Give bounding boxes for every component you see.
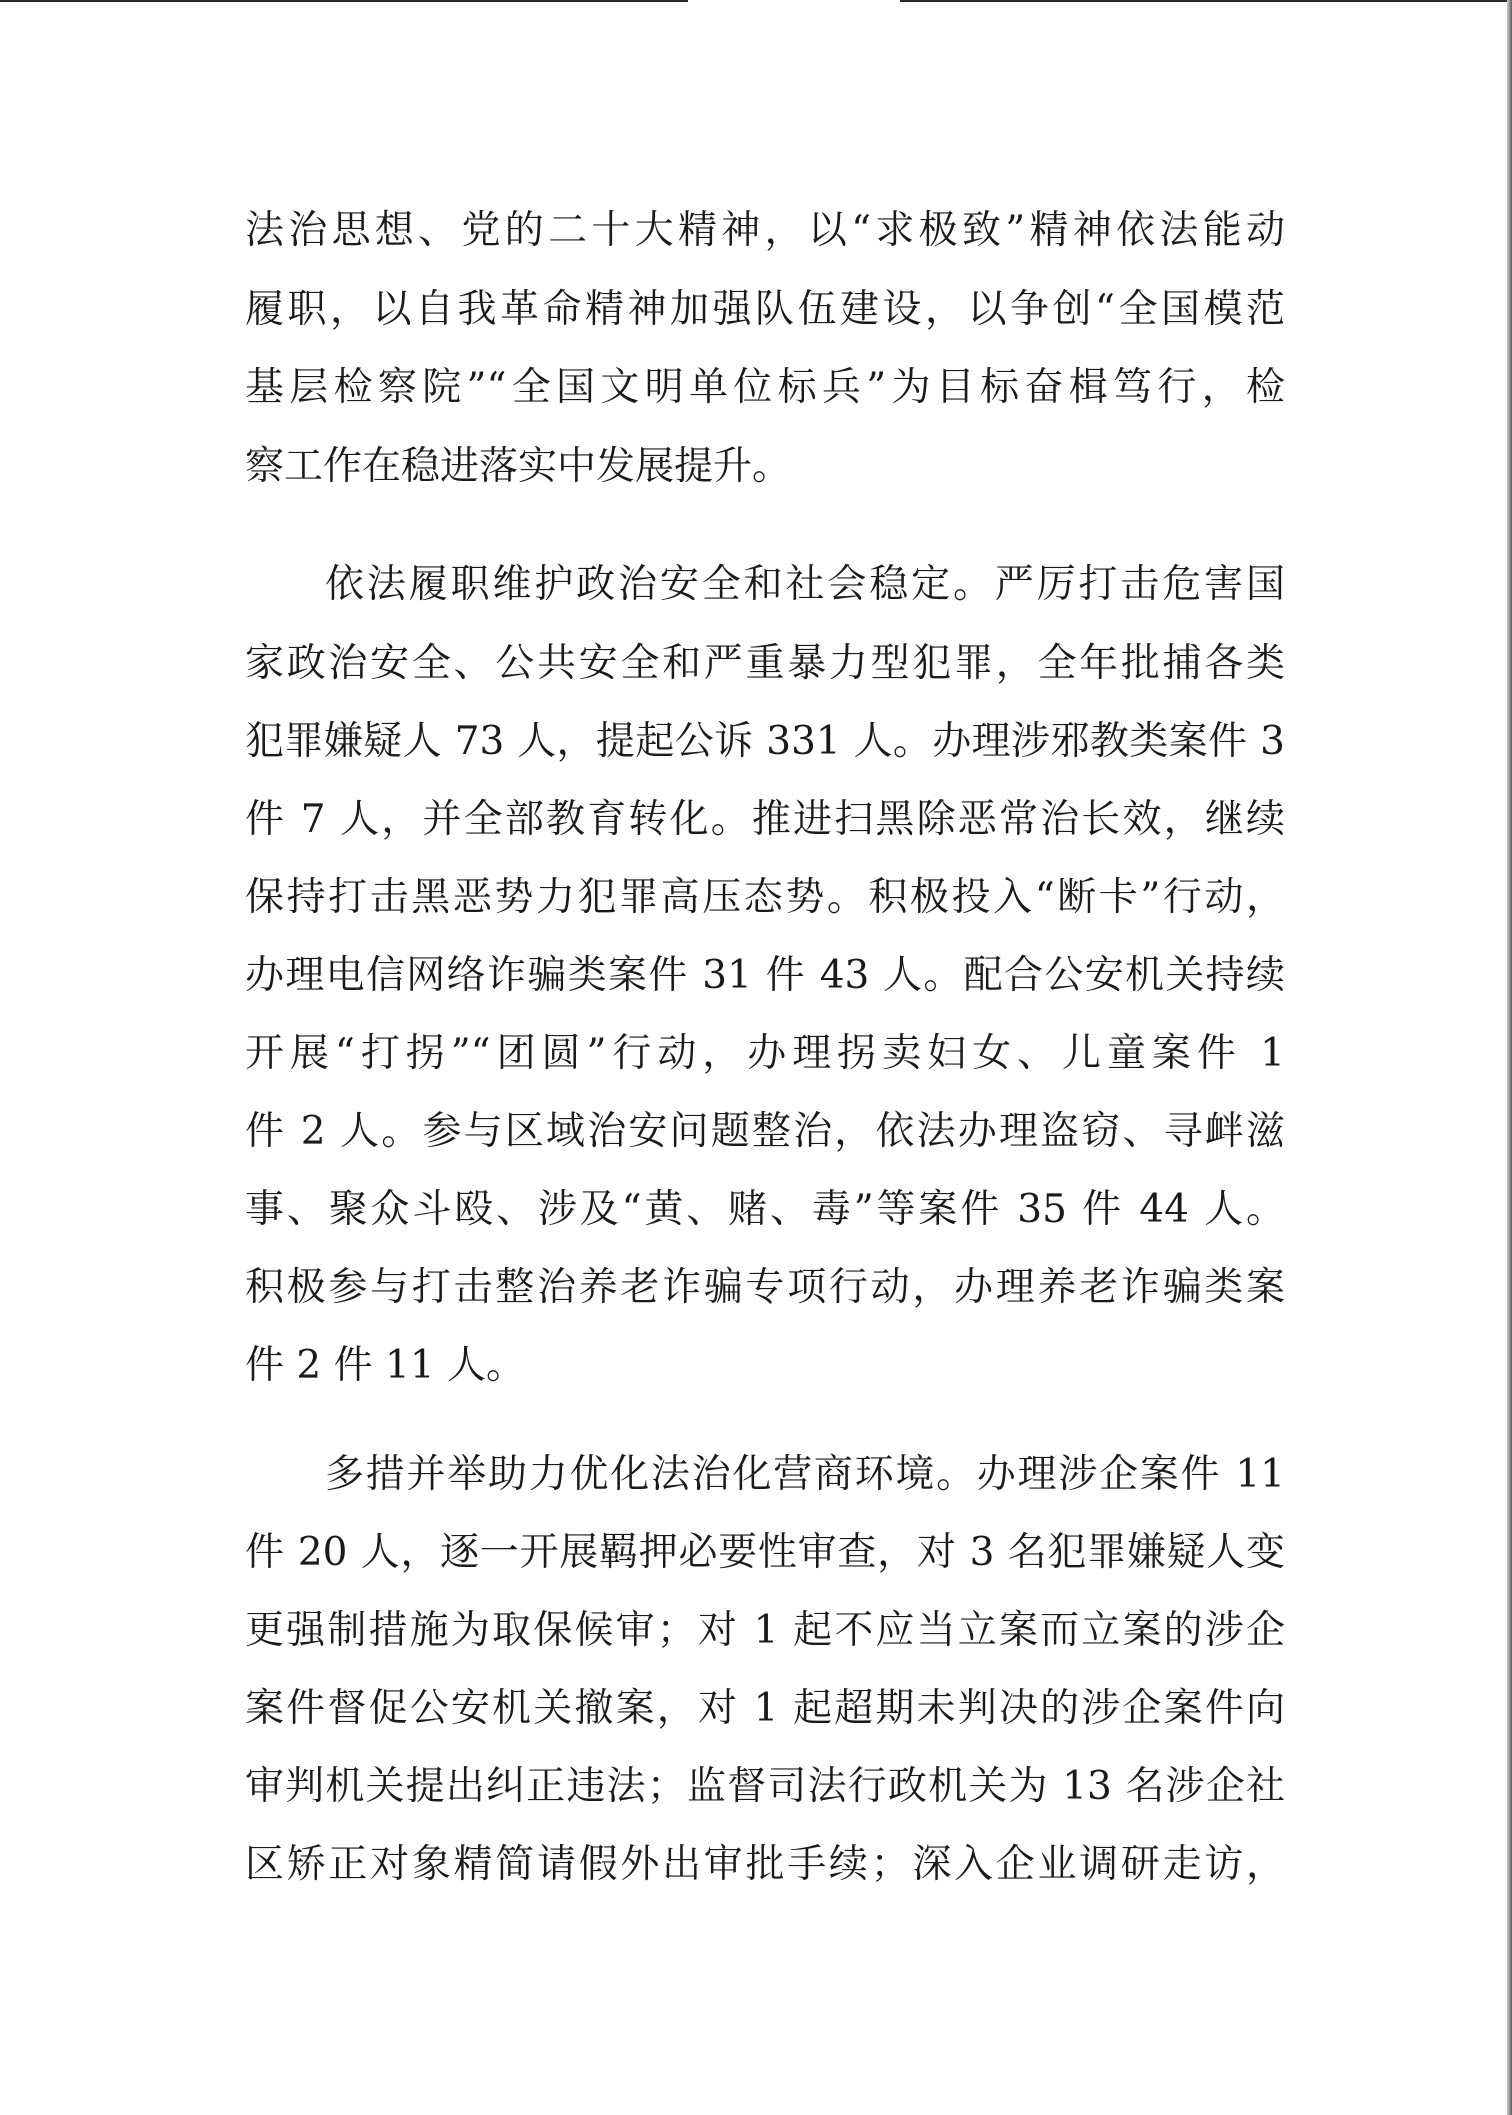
paragraph-2-line-7: 开展“打拐”“团圆”行动，办理拐卖妇女、儿童案件 1 bbox=[245, 1031, 1285, 1076]
paragraph-3-line-4: 案件督促公安机关撤案，对 1 起超期未判决的涉企案件向 bbox=[245, 1686, 1285, 1731]
paragraph-1-line-1: 法治思想、党的二十大精神，以“求极致”精神依法能动 bbox=[245, 208, 1285, 253]
paragraph-2-line-8: 件 2 人。参与区域治安问题整治，依法办理盗窃、寻衅滋 bbox=[245, 1109, 1285, 1154]
paragraph-1-line-3: 基层检察院”“全国文明单位标兵”为目标奋楫笃行，检 bbox=[245, 365, 1285, 410]
paragraph-3-line-2: 件 20 人，逐一开展羁押必要性审查，对 3 名犯罪嫌疑人变 bbox=[245, 1530, 1285, 1575]
paragraph-3-line-6: 区矫正对象精简请假外出审批手续；深入企业调研走访， bbox=[245, 1842, 1285, 1887]
paragraph-3-line-1: 多措并举助力优化法治化营商环境。办理涉企案件 11 bbox=[325, 1452, 1285, 1497]
paragraph-1-line-4: 察工作在稳进落实中发展提升。 bbox=[245, 444, 792, 489]
paragraph-2-line-11: 件 2 件 11 人。 bbox=[245, 1343, 526, 1388]
paragraph-2-line-9: 事、聚众斗殴、涉及“黄、赌、毒”等案件 35 件 44 人。 bbox=[245, 1187, 1285, 1232]
paragraph-2-line-2: 家政治安全、公共安全和严重暴力型犯罪，全年批捕各类 bbox=[245, 641, 1285, 686]
paragraph-3-line-3: 更强制措施为取保候审；对 1 起不应当立案而立案的涉企 bbox=[245, 1608, 1285, 1653]
paragraph-2-line-10: 积极参与打击整治养老诈骗专项行动，办理养老诈骗类案 bbox=[245, 1265, 1285, 1310]
paragraph-2-line-5: 保持打击黑恶势力犯罪高压态势。积极投入“断卡”行动， bbox=[245, 875, 1285, 920]
paragraph-2-line-6: 办理电信网络诈骗类案件 31 件 43 人。配合公安机关持续 bbox=[245, 953, 1285, 998]
paragraph-3-line-5: 审判机关提出纠正违法；监督司法行政机关为 13 名涉企社 bbox=[245, 1764, 1285, 1809]
paragraph-1-line-2: 履职，以自我革命精神加强队伍建设，以争创“全国模范 bbox=[245, 287, 1285, 332]
paragraph-2-line-1: 依法履职维护政治安全和社会稳定。严厉打击危害国 bbox=[325, 562, 1285, 607]
paragraph-2-line-4: 件 7 人，并全部教育转化。推进扫黑除恶常治长效，继续 bbox=[245, 797, 1285, 842]
paragraph-2-line-3: 犯罪嫌疑人 73 人，提起公诉 331 人。办理涉邪教类案件 3 bbox=[245, 719, 1285, 764]
